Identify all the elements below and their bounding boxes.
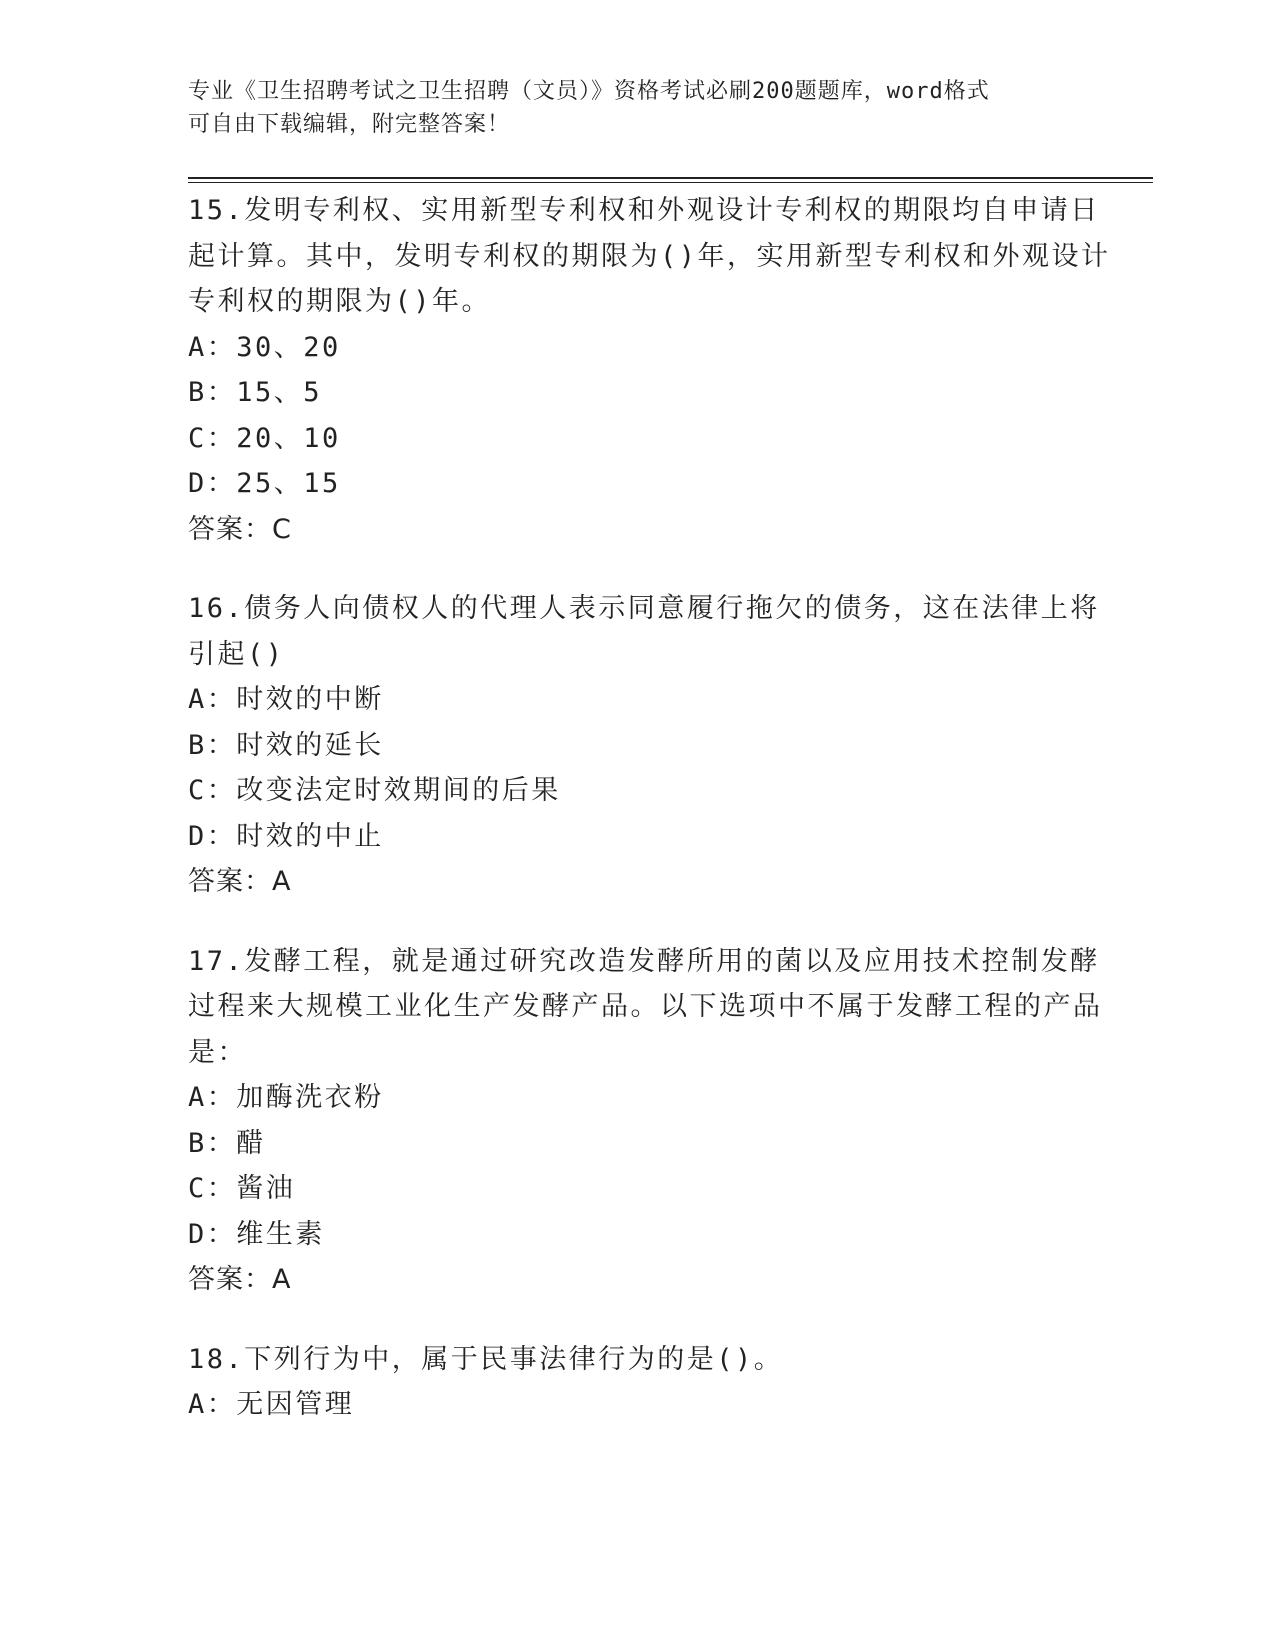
answer-line: 答案：C (188, 513, 292, 545)
option-b: B：醋 (188, 1127, 266, 1159)
header-divider (188, 177, 1153, 179)
option-b: B：时效的延长 (188, 729, 384, 761)
question-stem: 18.下列行为中，属于民事法律行为的是()。 (188, 1343, 784, 1375)
option-a: A：加酶洗衣粉 (188, 1082, 384, 1113)
question-stem: 15.发明专利权、实用新型专利权和外观设计专利权的期限均自申请日起计算。其中，发明专利权的期限为()年，实用新型专利权和外观设计专利权的期限为()年。 (188, 195, 1111, 317)
answer-line: 答案：A (188, 1264, 292, 1295)
document-header (188, 75, 1088, 141)
question-stem: 17.发酵工程，就是通过研究改造发酵所用的菌以及应用技术控制发酵过程来大规模工业化生产发酵产品。以下选项中不属于发酵工程的产品是： (188, 945, 1103, 1068)
question-stem: 16.债务人向债权人的代理人表示同意履行拖欠的债务，这在法律上将引起() (188, 593, 1100, 670)
question-15 (188, 188, 1118, 552)
option-c: C：酱油 (188, 1173, 296, 1204)
header-divider-thin (188, 182, 1153, 183)
option-a: A：30、20 (188, 331, 341, 363)
answer-line: 答案：A (188, 866, 292, 897)
option-c: C：20、10 (188, 422, 341, 454)
option-c: C：改变法定时效期间的后果 (188, 775, 561, 806)
option-d: D：时效的中止 (188, 820, 384, 852)
option-a: A：无因管理 (188, 1389, 355, 1420)
header-line-1: 专业《卫生招聘考试之卫生招聘（文员）》资格考试必刷200题题库，word格式 (188, 79, 990, 104)
question-16 (188, 586, 1118, 905)
option-d: D：维生素 (188, 1218, 325, 1250)
option-b: B：15、5 (188, 377, 323, 408)
option-d: D：25、15 (188, 468, 341, 499)
question-17 (188, 939, 1118, 1303)
option-a: A：时效的中断 (188, 684, 384, 715)
question-list (188, 188, 1118, 1462)
question-18 (188, 1337, 1118, 1428)
header-line-2: 可自由下载编辑，附完整答案！ (188, 112, 511, 137)
